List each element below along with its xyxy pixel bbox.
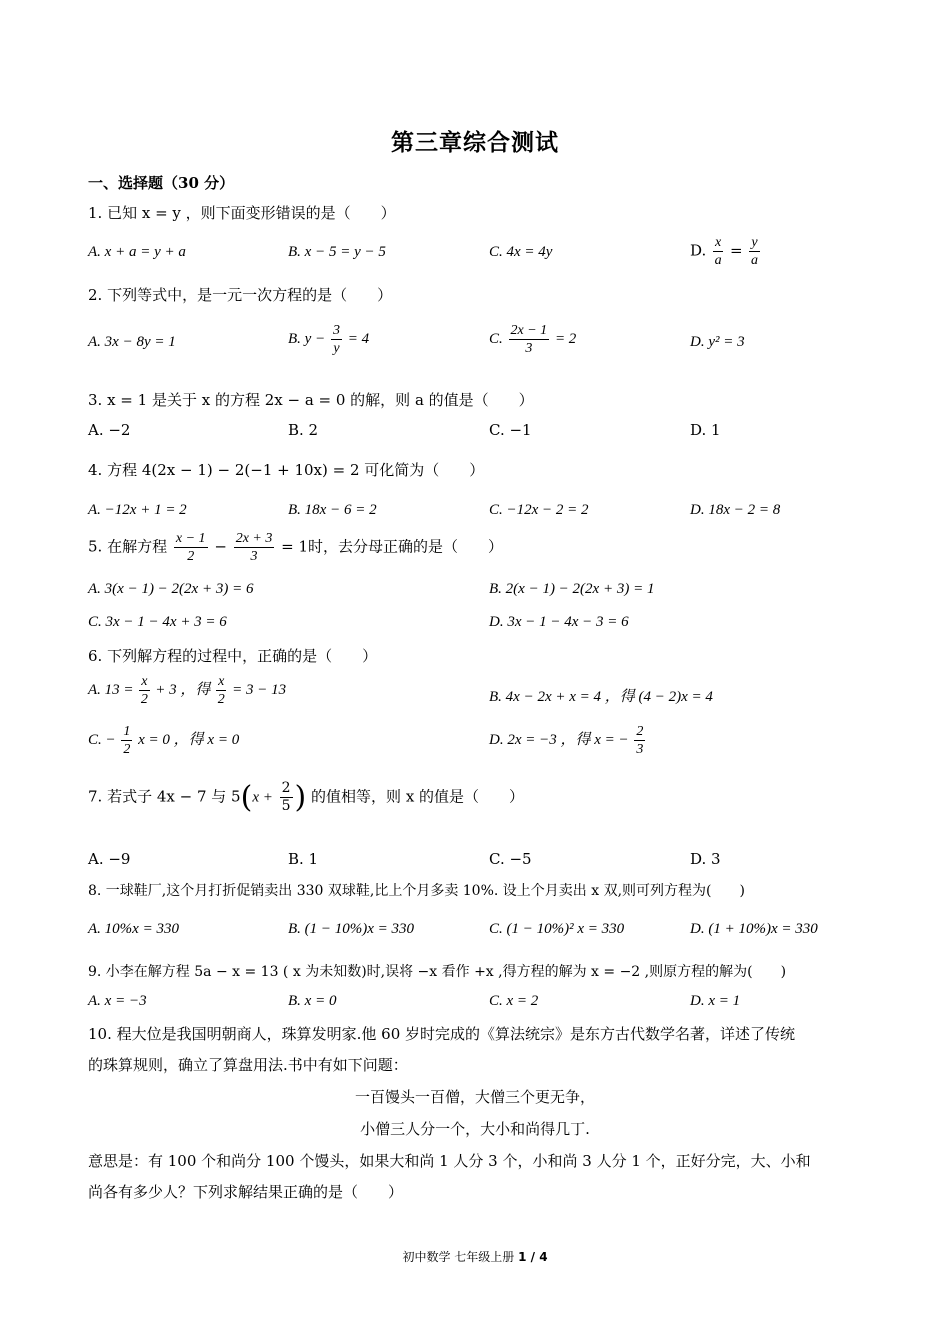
q2-option-c — [489, 322, 576, 357]
left-paren: ( — [240, 780, 253, 815]
question-10-line: 的珠算规则，确立了算盘用法.书中有如下问题： — [88, 1056, 408, 1074]
expr-post: x = 0 ，得 x = 0 — [138, 731, 240, 748]
q3-option-c: C. −1 — [489, 421, 532, 439]
expr-pre: C. — [489, 330, 503, 347]
expr-post: = 4 — [347, 330, 370, 347]
expr-pre: D. 2x = −3 ，得 x = − — [489, 731, 629, 748]
q5-option-c: C. 3x − 1 − 4x + 3 = 6 — [88, 614, 227, 630]
numerator: 2 — [636, 724, 644, 739]
minus-sign: − — [214, 537, 227, 556]
q3-option-d: D. 1 — [690, 421, 721, 439]
fraction — [139, 673, 149, 708]
q6-option-b: B. 4x − 2x + x = 4 ，得 (4 − 2)x = 4 — [489, 689, 713, 705]
section-heading: 一、选择题（30 分） — [88, 174, 235, 192]
q5-option-b: B. 2(x − 1) − 2(2x + 3) = 1 — [489, 581, 655, 597]
stem-text: 的值相等，则 x 的值是（ ） — [311, 787, 525, 806]
equals-sign: = — [730, 241, 743, 260]
right-paren: ) — [294, 780, 307, 815]
q1-option-b: B. x − 5 = y − 5 — [288, 244, 386, 260]
numerator: 3 — [332, 323, 340, 338]
q8-option-d: D. (1 + 10%)x = 330 — [690, 921, 818, 937]
stem-text: = 1时，去分母正确的是（ ） — [281, 537, 504, 556]
denominator: 2 — [187, 549, 195, 564]
poem-line: 一百馒头一百僧，大僧三个更无争， — [354, 1088, 595, 1106]
q1-option-a: A. x + a = y + a — [88, 244, 186, 260]
q2-option-a: A. 3x − 8y = 1 — [88, 334, 176, 350]
q8-option-a: A. 10%x = 330 — [88, 921, 179, 937]
fraction — [280, 780, 293, 815]
q9-option-a: A. x = −3 — [88, 993, 147, 1009]
question-1-stem: 1. 已知 x = y ，则下面变形错误的是（ ） — [88, 204, 396, 222]
expr-post: = 2 — [554, 330, 577, 347]
q7-option-a: A. −9 — [88, 850, 131, 868]
fraction — [234, 530, 275, 565]
denominator: 2 — [140, 692, 148, 707]
q9-option-c: C. x = 2 — [489, 993, 539, 1009]
question-10-line: 尚各有多少人？下列求解结果正确的是（ ） — [88, 1183, 404, 1201]
q9-option-d: D. x = 1 — [690, 993, 741, 1009]
question-9-stem: 9. 小李在解方程 5a − x = 13 ( x 为未知数)时,误将 −x 看作 +x ,得方程的解为 x = −2 ,则原方程的解为( ) — [88, 964, 787, 980]
expr-pre: A. 13 = — [88, 681, 134, 698]
question-8-stem: 8. 一球鞋厂,这个月打折促销卖出 330 双球鞋,比上个月多卖 10%. 设上个月卖出 x 双,则可列方程为( ) — [88, 883, 745, 899]
denominator: y — [333, 341, 340, 356]
footer-text: 初中数学 七年级上册 — [402, 1250, 515, 1264]
question-4-stem: 4. 方程 4(2x − 1) − 2(−1 + 10x) = 2 可化简为（ ） — [88, 461, 485, 479]
q7-option-d: D. 3 — [690, 850, 721, 868]
expr-pre: B. y − — [288, 330, 326, 347]
denominator: a — [751, 253, 759, 268]
question-6-stem: 6. 下列解方程的过程中，正确的是（ ） — [88, 647, 378, 665]
fraction — [216, 673, 226, 708]
expr-post: = 3 − 13 — [232, 681, 287, 698]
fraction — [713, 234, 723, 269]
question-7-stem — [88, 780, 524, 815]
stem-text: 7. 若式子 4x − 7 与 5 — [88, 787, 241, 806]
numerator: x — [218, 674, 225, 689]
question-10-line: 10. 程大位是我国明朝商人，珠算发明家.他 60 岁时完成的《算法统宗》是东方古代数学名著，详述了传统 — [88, 1025, 796, 1043]
question-10-line: 意思是：有 100 个和尚分 100 个馒头，如果大和尚 1 人分 3 个，小和尚 3 人分 1 个，正好分完，大、小和 — [88, 1152, 811, 1170]
numerator: 1 — [123, 724, 131, 739]
q1-option-c: C. 4x = 4y — [489, 244, 553, 260]
expr-pre: C. − — [88, 731, 116, 748]
q4-option-b: B. 18x − 6 = 2 — [288, 502, 377, 518]
q3-option-b: B. 2 — [288, 421, 319, 439]
denominator: 2 — [217, 692, 225, 707]
q5-option-d: D. 3x − 1 − 4x − 3 = 6 — [489, 614, 629, 630]
fraction — [749, 234, 759, 269]
q6-option-a — [88, 673, 286, 708]
numerator: x — [715, 235, 722, 250]
q1-option-d — [690, 234, 762, 269]
stem-text: 5. 在解方程 — [88, 537, 168, 556]
page-title: 第三章综合测试 — [391, 129, 559, 156]
denominator: 3 — [636, 742, 644, 757]
denominator: 3 — [525, 341, 533, 356]
denominator: 3 — [250, 549, 258, 564]
question-3-stem: 3. x = 1 是关于 x 的方程 2x − a = 0 的解，则 a 的值是（ ） — [88, 391, 534, 409]
q4-option-c: C. −12x − 2 = 2 — [489, 502, 589, 518]
denominator: 2 — [123, 742, 131, 757]
fraction — [174, 530, 208, 565]
q4-option-a: A. −12x + 1 = 2 — [88, 502, 187, 518]
paren-expr: x + — [252, 789, 273, 806]
q4-option-d: D. 18x − 2 = 8 — [690, 502, 781, 518]
q8-option-b: B. (1 − 10%)x = 330 — [288, 921, 415, 937]
q3-option-a: A. −2 — [88, 421, 131, 439]
numerator: 2x − 1 — [510, 323, 548, 338]
page-number: 1 / 4 — [518, 1250, 548, 1264]
page-footer — [0, 1248, 950, 1265]
numerator: y — [751, 235, 758, 250]
fraction — [121, 723, 132, 758]
expr-mid: + 3 ，得 — [155, 681, 211, 698]
numerator: 2 — [281, 780, 291, 796]
fraction — [634, 723, 645, 758]
q7-option-c: C. −5 — [489, 850, 532, 868]
q2-option-d: D. y² = 3 — [690, 334, 745, 350]
q2-option-b — [288, 322, 369, 357]
poem-line: 小僧三人分一个，大小和尚得几丁. — [360, 1120, 590, 1138]
q7-option-b: B. 1 — [288, 850, 319, 868]
question-5-stem — [88, 530, 503, 565]
question-2-stem: 2. 下列等式中，是一元一次方程的是（ ） — [88, 286, 393, 304]
denominator: 5 — [281, 798, 291, 814]
denominator: a — [714, 253, 722, 268]
fraction — [331, 322, 342, 357]
numerator: x − 1 — [175, 531, 206, 546]
numerator: 2x + 3 — [235, 531, 273, 546]
fraction — [509, 322, 550, 357]
option-label: D. — [690, 241, 707, 260]
q8-option-c: C. (1 − 10%)² x = 330 — [489, 921, 625, 937]
q5-option-a: A. 3(x − 1) − 2(2x + 3) = 6 — [88, 581, 254, 597]
q6-option-c — [88, 723, 239, 758]
q6-option-d — [489, 723, 647, 758]
q9-option-b: B. x = 0 — [288, 993, 337, 1009]
numerator: x — [141, 674, 148, 689]
